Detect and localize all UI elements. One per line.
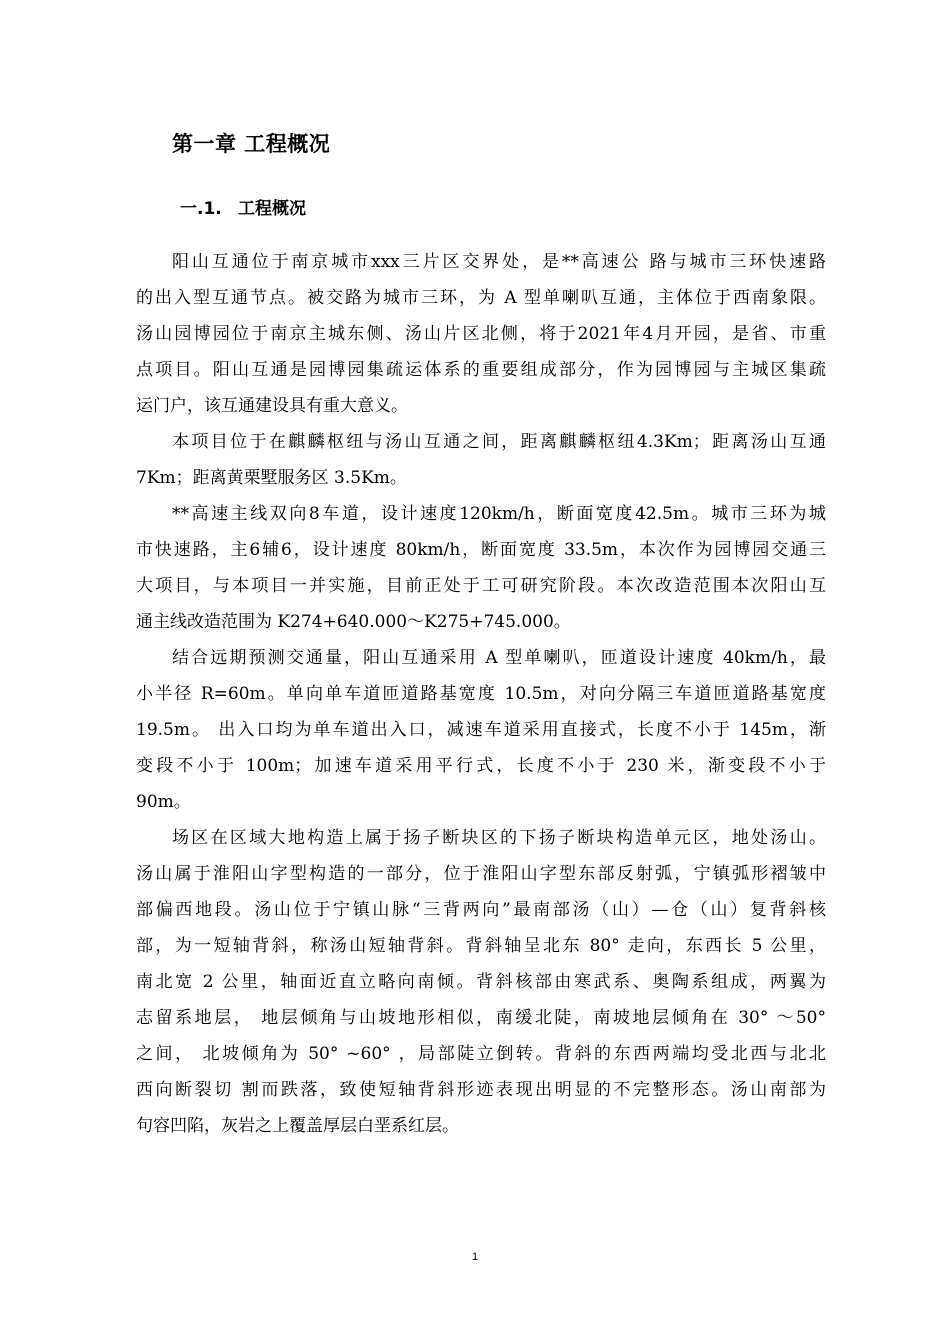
paragraph-1: [136, 244, 826, 424]
text-line: 汤山属于淮阳山字型构造的一部分，位于淮阳山字型东部反射弧，宁镇弧形褶皱中: [136, 864, 826, 884]
text-line: 西向断裂切 割而跌落，致使短轴背斜形迹表现出明显的不完整形态。汤山南部为: [136, 1080, 826, 1100]
text-line: 部，为一短轴背斜，称汤山短轴背斜。背斜轴呈北东 80° 走向，东西长 5 公里，: [136, 936, 826, 956]
text-line: 之间， 北坡倾角为 50° ~60° ，局部陡立倒转。背斜的东西两端均受北西与北北: [136, 1044, 826, 1064]
text-line: 变段不小于 100m；加速车道采用平行式，长度不小于 230 米，渐变段不小于: [136, 756, 826, 776]
body-text: [136, 244, 826, 1144]
section-title: 工程概况: [238, 199, 306, 219]
text-line: 本项目位于在麒麟枢纽与汤山互通之间，距离麒麟枢纽4.3Km；距离汤山互通: [172, 432, 826, 452]
text-line: 小半径 R=60m。单向单车道匝道路基宽度 10.5m，对向分隔三车道匝道路基宽度: [136, 684, 826, 704]
paragraph-3: [136, 496, 826, 640]
chapter-title: 第一章 工程概况: [172, 132, 331, 156]
section-number: 一.1.: [180, 199, 222, 219]
text-line: 19.5m。 出入口均为单车道出入口，减速车道采用直接式，长度不小于 145m，渐: [136, 720, 826, 740]
text-line: 90m。: [136, 792, 191, 812]
text-line: **高速主线双向8车道，设计速度120km/h，断面宽度42.5m。城市三环为城: [172, 504, 826, 524]
text-line: 的出入型互通节点。被交路为城市三环，为 A 型单喇叭互通，主体位于西南象限。: [136, 288, 826, 308]
text-line: 点项目。阳山互通是园博园集疏运体系的重要组成部分，作为园博园与主城区集疏: [136, 360, 826, 380]
text-line: 部偏西地段。汤山位于宁镇山脉“三背两向”最南部汤（山）—仓（山）复背斜核: [136, 900, 826, 920]
page-number: 1: [471, 1251, 479, 1263]
paragraph-4: [136, 640, 826, 820]
text-line: 结合远期预测交通量，阳山互通采用 A 型单喇叭，匝道设计速度 40km/h，最: [172, 648, 826, 668]
text-line: 场区在区域大地构造上属于扬子断块区的下扬子断块构造单元区，地处汤山。: [172, 828, 826, 848]
paragraph-5: [136, 820, 826, 1144]
section-heading: [180, 194, 306, 219]
text-line: 汤山园博园位于南京主城东侧、汤山片区北侧，将于2021年4月开园，是省、市重: [136, 324, 826, 344]
text-line: 7Km；距离黄栗墅服务区 3.5Km。: [136, 468, 407, 488]
text-line: 大项目，与本项目一并实施，目前正处于工可研究阶段。本次改造范围本次阳山互: [136, 576, 826, 596]
text-line: 运门户，该互通建设具有重大意义。: [136, 396, 408, 416]
text-line: 阳山互通位于南京城市xxx三片区交界处，是**高速公 路与城市三环快速路: [172, 252, 826, 272]
text-line: 市快速路，主6辅6，设计速度 80km/h，断面宽度 33.5m，本次作为园博园交通三: [136, 540, 826, 560]
text-line: 句容凹陷，灰岩之上覆盖厚层白垩系红层。: [136, 1116, 459, 1136]
text-line: 南北宽 2 公里，轴面近直立略向南倾。背斜核部由寒武系、奥陶系组成，两翼为: [136, 972, 826, 992]
text-line: 志留系地层， 地层倾角与山坡地形相似，南缓北陡，南坡地层倾角在 30° ～50°: [136, 1008, 826, 1028]
text-line: 通主线改造范围为 K274+640.000～K275+745.000。: [136, 612, 571, 632]
paragraph-2: [136, 424, 826, 496]
